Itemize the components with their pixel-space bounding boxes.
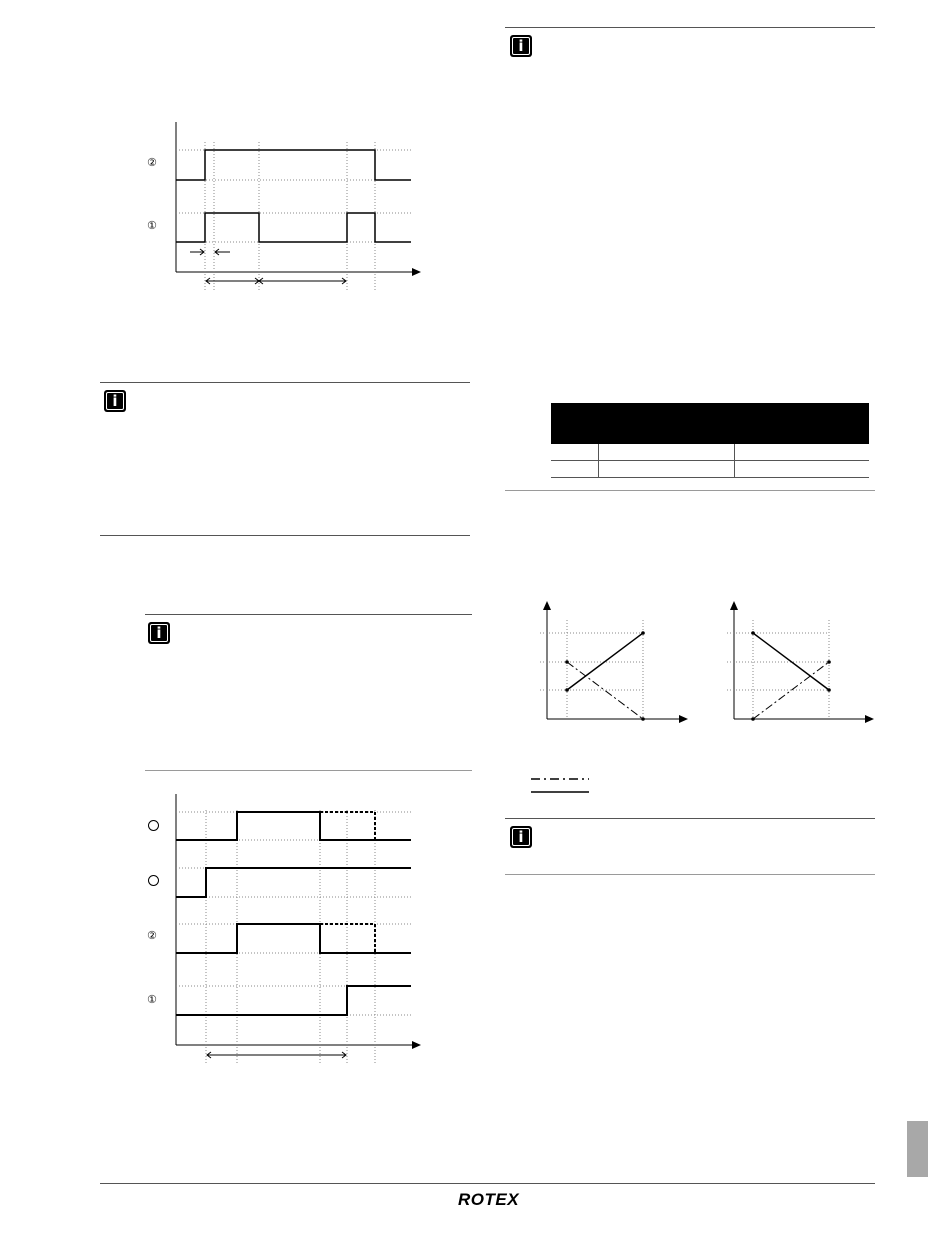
divider xyxy=(505,818,875,819)
info-icon: i xyxy=(148,622,170,644)
info-icon: i xyxy=(510,826,532,848)
brand-logo: ROTEX xyxy=(458,1190,520,1209)
info-icon: i xyxy=(104,390,126,412)
marker-1: ① xyxy=(147,993,157,1006)
info-icon: i xyxy=(510,35,532,57)
marker-2: ② xyxy=(147,156,157,169)
marker-1: ① xyxy=(147,219,157,232)
section-tab-marker xyxy=(907,1121,928,1177)
footer-divider xyxy=(100,1183,875,1184)
marker-2: ② xyxy=(147,929,157,942)
divider xyxy=(505,874,875,875)
